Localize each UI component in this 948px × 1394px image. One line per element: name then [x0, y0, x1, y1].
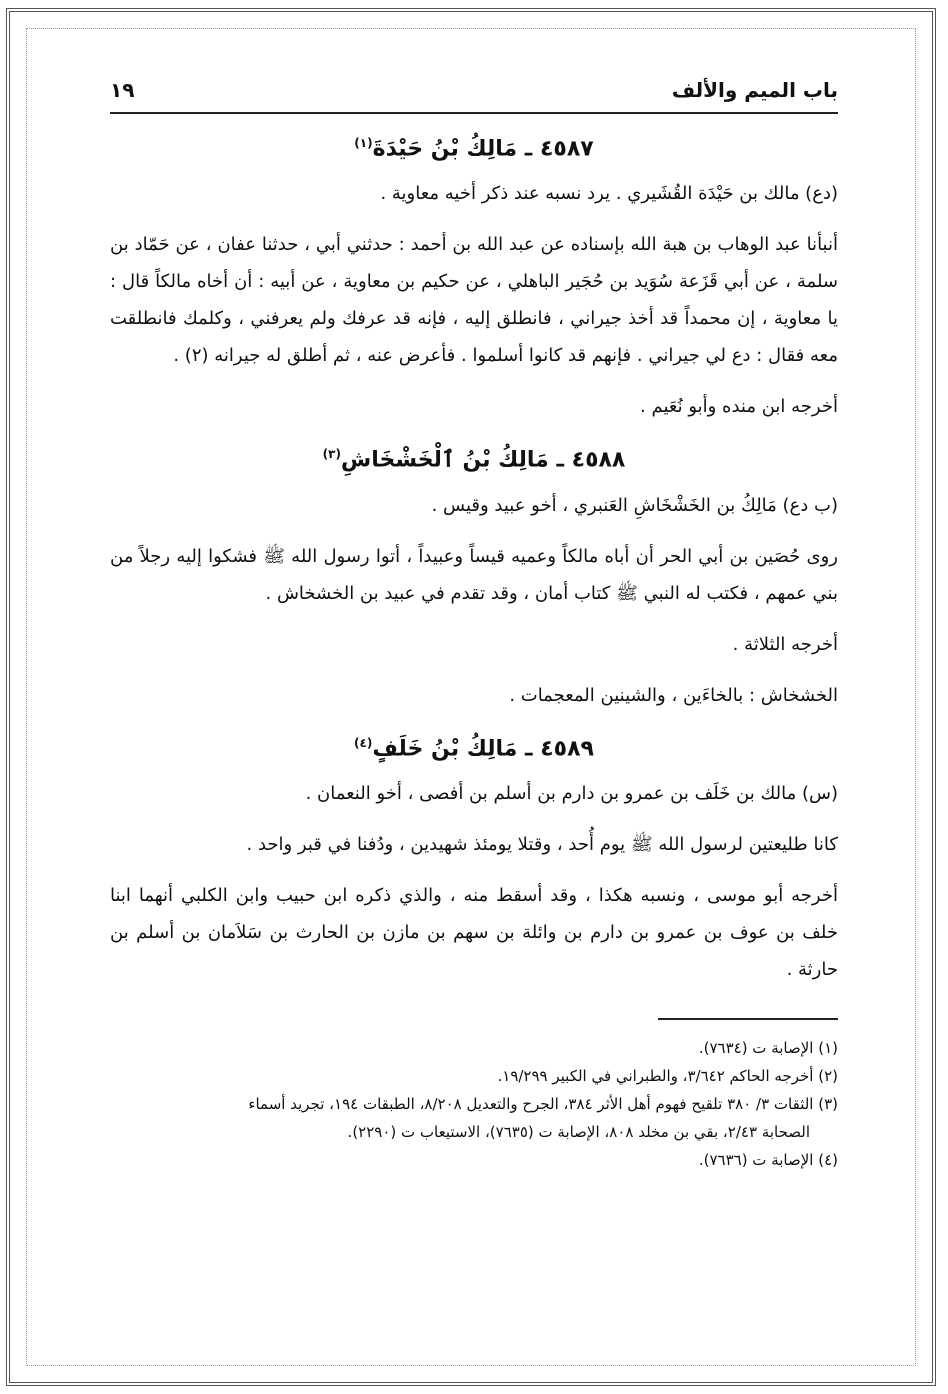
footnote: (١) الإصابة ت (٧٦٣٤). — [698, 1038, 838, 1057]
paragraph: (ب دع) مَالِكُ بن الخَشْخَاشِ العَنبري ، أخو عبيد وقيس . — [431, 494, 838, 516]
entry-title — [110, 447, 838, 472]
footnote-separator — [658, 1018, 838, 1020]
paragraph: أخرجه أبو موسى ، ونسبه هكذا ، وقد أسقط منه ، والذي ذكره ابن حبيب وابن الكلبي أنهما ابنا خلف بن عوف بن عمرو بن دارم بن وائلة بن سهم بن مازن بن الحارث بن سَلاَمان بن أسلم بن حارثة . — [110, 884, 838, 980]
footnote: (٣) الثقات ٣/ ٣٨٠ تلقيح فهوم أهل الأثر ٣٨٤، الجرح والتعديل ٨/٢٠٨، الطبقات ١٩٤، تجريد أسماء — [248, 1094, 838, 1113]
page-number: ١٩ — [110, 78, 135, 102]
book-page — [110, 72, 838, 1174]
footnotes — [110, 1034, 838, 1174]
footnote-ref: (١) — [354, 136, 373, 150]
paragraph: روى حُصَين بن أبي الحر أن أباه مالكاً وعميه قيساً وعبيداً ، أتوا رسول الله ﷺ فشكوا إليه رجلاً من بني عمهم ، فكتب له النبي ﷺ كتاب أمان ، وقد تقدم في عبيد بن الخشخاش . — [110, 545, 838, 604]
paragraph: أنبأنا عبد الوهاب بن هبة الله بإسناده عن عبد الله بن أحمد : حدثني أبي ، حدثنا عفان ، عن حَمّاد بن سلمة ، عن أبي قَزَعة سُوَيد بن حُجَير الباهلي ، عن حكيم بن معاوية ، عن أبيه : أن أخاه مالكاً قال : يا معاوية ، إن محمداً قد أخذ جيراني ، فانطلق إليه ، فإنه قد عرفك ولم يعرفني ، وكلمك فانطلقت معه فقال : دع لي جيراني . فإنهم قد كانوا أسلموا . فأعرض عنه ، ثم أطلق له جيرانه (٢) . — [110, 234, 838, 367]
paragraph: أخرجه ابن منده وأبو نُعَيم . — [640, 396, 838, 418]
paragraph: الخشخاش : بالخاءَين ، والشينين المعجمات . — [509, 684, 838, 706]
footnote-ref: (٤) — [354, 735, 373, 750]
entry-heading: ٤٥٨٧ ـ مَالِكُ بْنُ حَيْدَةَ — [372, 136, 594, 162]
footnote: (٤) الإصابة ت (٧٦٣٦). — [698, 1150, 838, 1169]
entry-heading: ٤٥٨٨ ـ مَالِكُ بْنُ ٱلْخَشْخَاشِ — [340, 447, 626, 473]
entry-4587 — [110, 136, 838, 425]
paragraph: (دع) مالك بن حَيْدَة القُشَيري . يرد نسبه عند ذكر أخيه معاوية . — [380, 183, 838, 205]
entry-title — [110, 736, 838, 761]
chapter-title: باب الميم والألف — [671, 78, 838, 102]
footnote: (٢) أخرجه الحاكم ٣/٦٤٢، والطبراني في الكبير ١٩/٢٩٩. — [497, 1066, 838, 1085]
entry-4589 — [110, 736, 838, 988]
footnote-ref: (٣) — [322, 447, 341, 462]
entry-heading: ٤٥٨٩ ـ مَالِكُ بْنُ خَلَفٍ — [372, 735, 594, 761]
entry-4588 — [110, 447, 838, 713]
entry-title — [110, 136, 838, 161]
paragraph: كانا طليعتين لرسول الله ﷺ يوم أُحد ، وقتلا يومئذ شهيدين ، ودُفنا في قبر واحد . — [246, 833, 838, 855]
footnote-continuation: الصحابة ٢/٤٣، بقي بن مخلد ٨٠٨، الإصابة ت (٧٦٣٥)، الاستيعاب ت (٢٢٩٠). — [347, 1122, 810, 1141]
paragraph: (س) مالك بن خَلَف بن عمرو بن دارم بن أسلم بن أفصى ، أخو النعمان . — [305, 782, 838, 804]
running-head — [110, 72, 838, 114]
paragraph: أخرجه الثلاثة . — [732, 633, 838, 655]
